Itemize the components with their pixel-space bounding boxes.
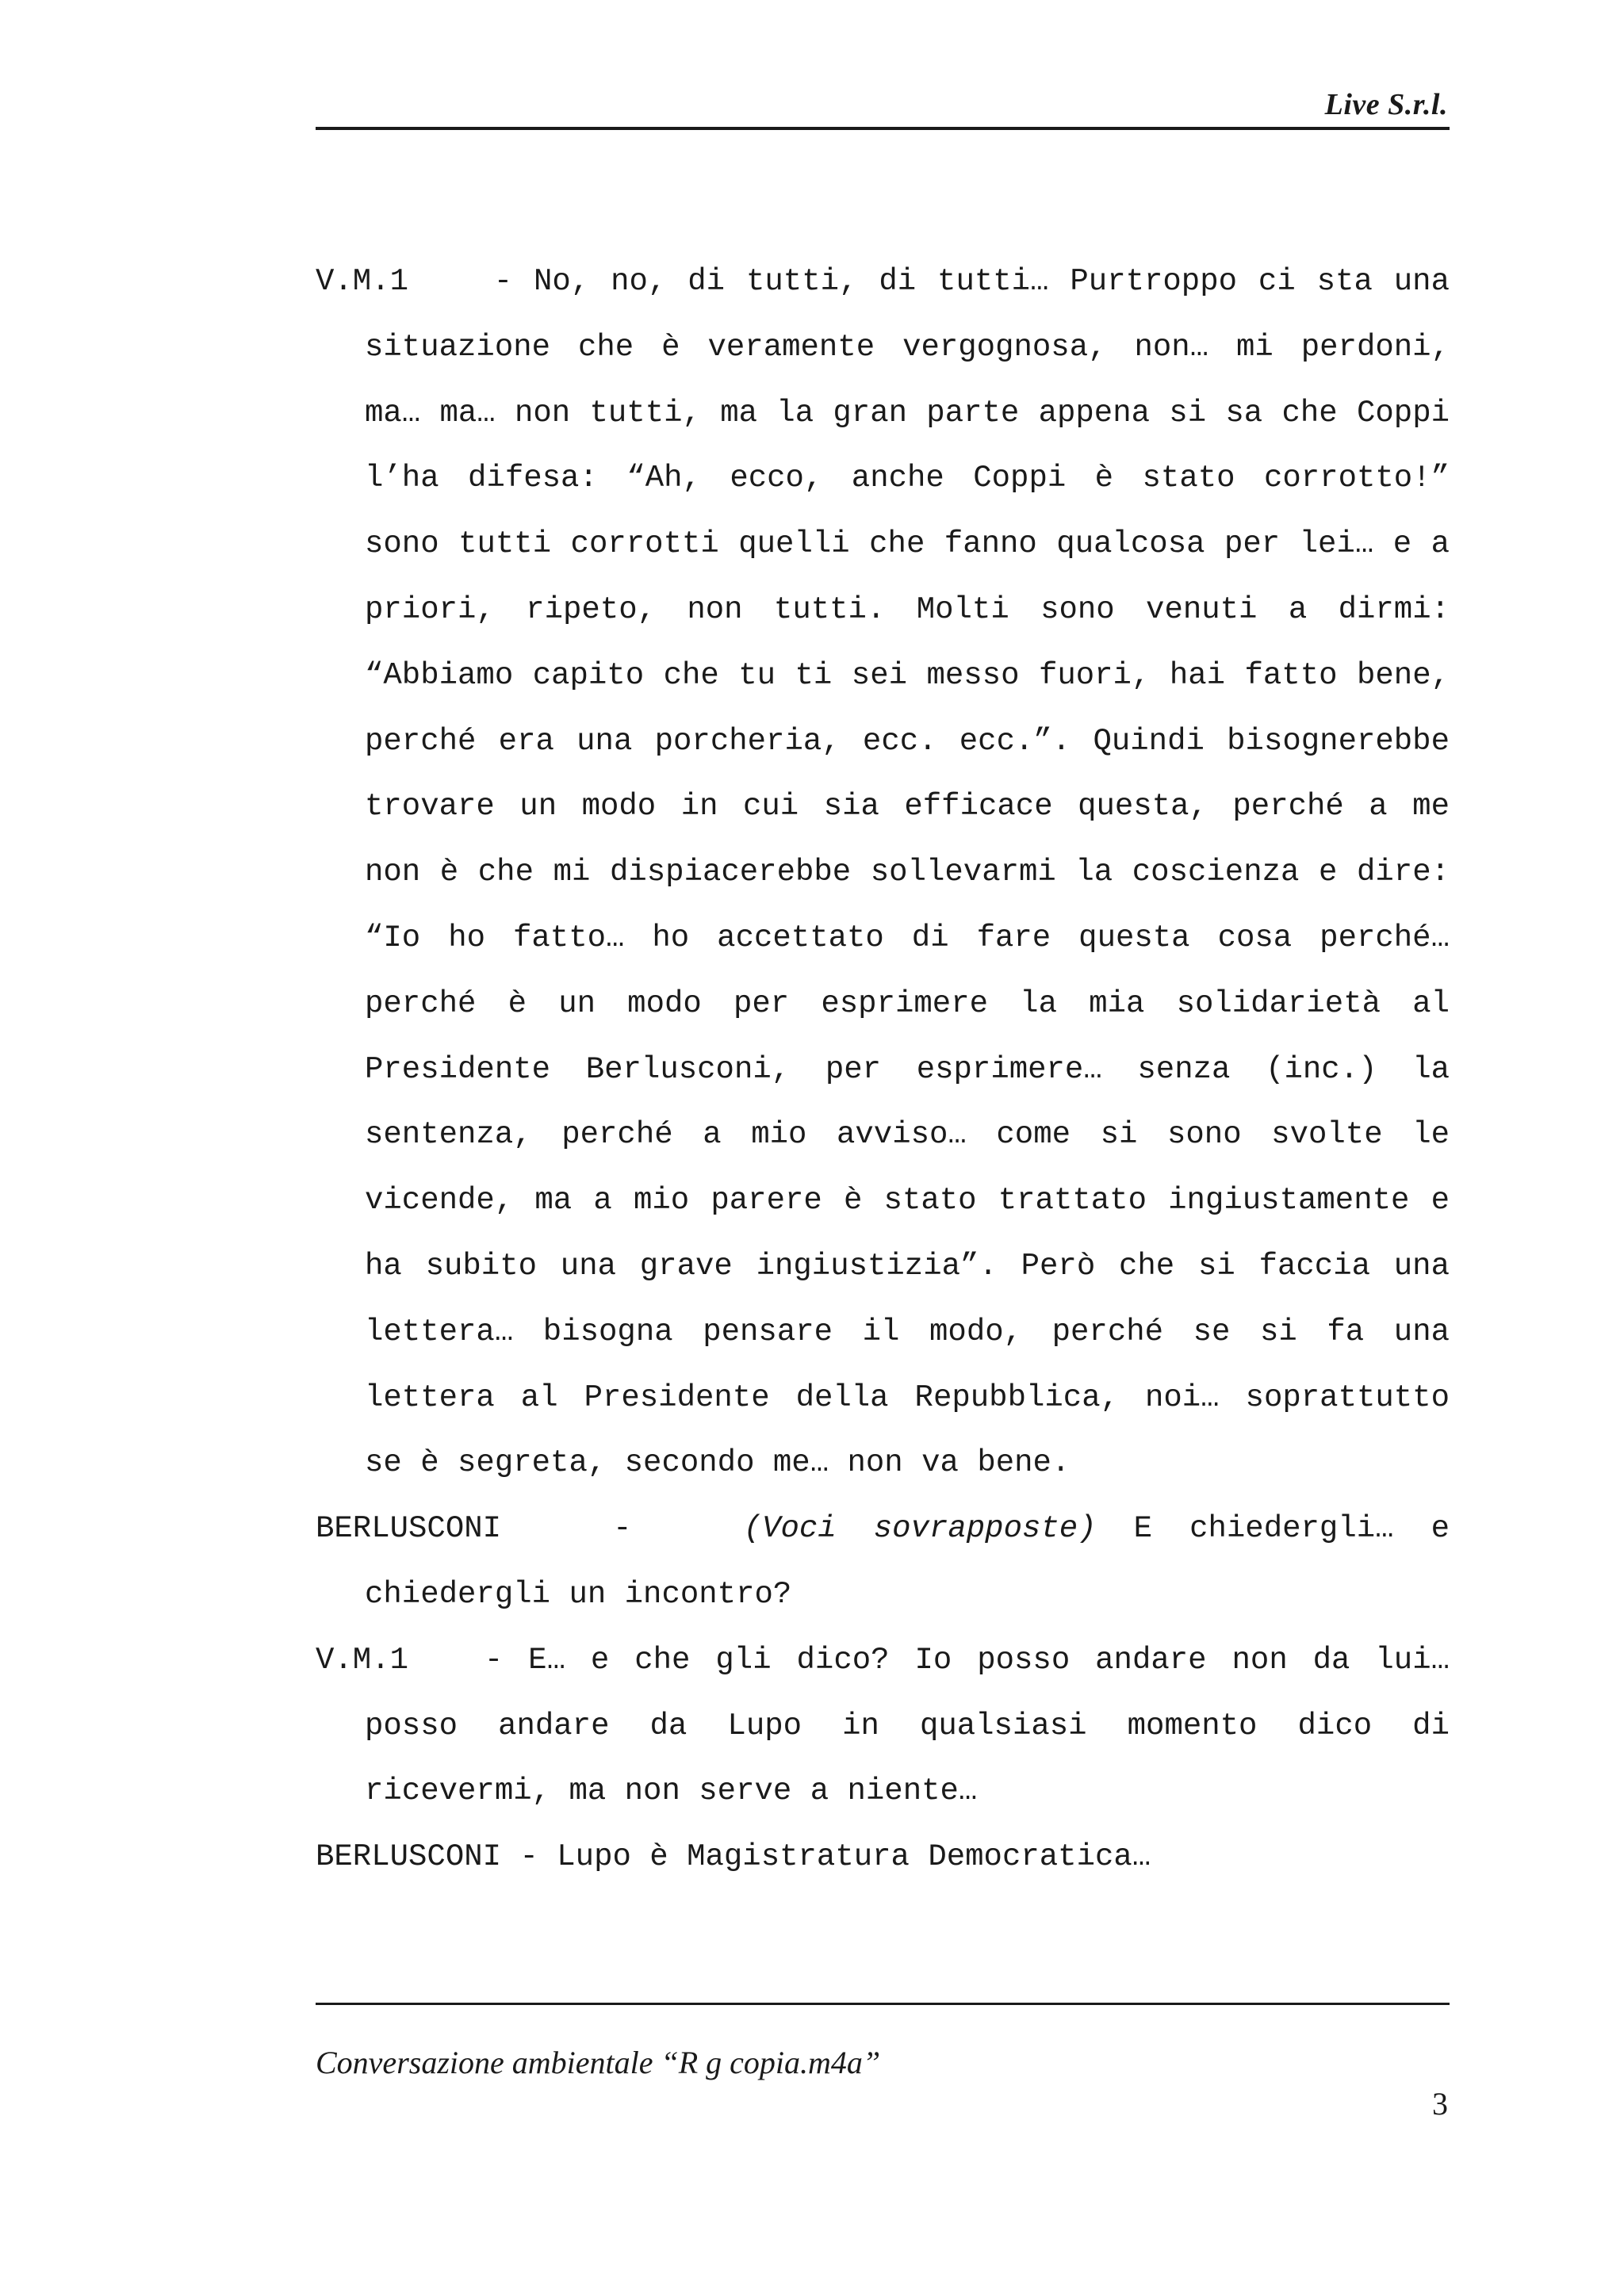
speaker-label: BERLUSCONI — [316, 1511, 502, 1547]
transcript-body — [316, 249, 1450, 1890]
speaker-dash: - — [613, 1511, 632, 1547]
speaker-label: V.M.1 — [316, 1642, 409, 1678]
header-divider — [316, 127, 1450, 130]
transcript-turn — [316, 1628, 1450, 1824]
turn-note: (Voci sovrapposte) — [743, 1511, 1097, 1547]
turn-text: E… e che gli dico? Io posso andare non da lui… posso andare da Lupo in qualsiasi momento dico di ricevermi, ma non serve a niente… — [365, 1642, 1450, 1809]
turn-text: Lupo è Magistratura Democratica… — [557, 1839, 1151, 1875]
speaker-dash: - — [484, 1642, 504, 1678]
turn-text: E chiedergli… e chiedergli un incontro? — [365, 1511, 1450, 1612]
speaker-dash: - — [493, 264, 513, 299]
transcript-turn — [316, 1824, 1450, 1890]
footer-divider — [316, 2003, 1450, 2005]
footer-document-title: Conversazione ambientale “R g copia.m4a” — [316, 2045, 881, 2080]
transcript-turn — [316, 249, 1450, 1496]
transcript-turn — [316, 1496, 1450, 1628]
speaker-dash: - — [519, 1839, 538, 1875]
page-number: 3 — [1432, 2086, 1448, 2122]
header-company-name: Live S.r.l. — [1324, 88, 1448, 121]
turn-text: No, no, di tutti, di tutti… Purtroppo ci sta una situazione che è veramente vergognosa, non… mi perdoni, ma… ma… non tutti, ma la gran parte appena si sa che Coppi l’ha difesa: “Ah, ecco, anche Coppi è stato corrotto!” sono tutti corrotti quelli che fanno qualcosa per lei… e a priori, ripeto, non tutti. Molti sono venuti a dirmi: “Abbiamo capito che tu ti sei messo fuori, hai fatto bene, perché era una porcheria, ecc. ecc.”. Quindi bisognerebbe trovare un modo in cui sia efficace questa, perché a me non è che mi dispiacerebbe sollevarmi la coscienza e dire: “Io ho fatto… ho accettato di fare questa cosa perché… perché è un modo per esprimere la mia solidarietà al Presidente Berlusconi, per esprimere… senza (inc.) la sentenza, perché a mio avviso… come si sono svolte le vicende, ma a mio parere è stato trattato ingiustamente e ha subito una grave ingiustizia”. Però che si faccia una lettera… bisogna pensare il modo, perché se si fa una lettera al Presidente della Repubblica, noi… soprattutto se è segreta, secondo me… non va bene. — [365, 264, 1450, 1481]
speaker-label: V.M.1 — [316, 264, 409, 299]
speaker-label: BERLUSCONI — [316, 1839, 502, 1875]
